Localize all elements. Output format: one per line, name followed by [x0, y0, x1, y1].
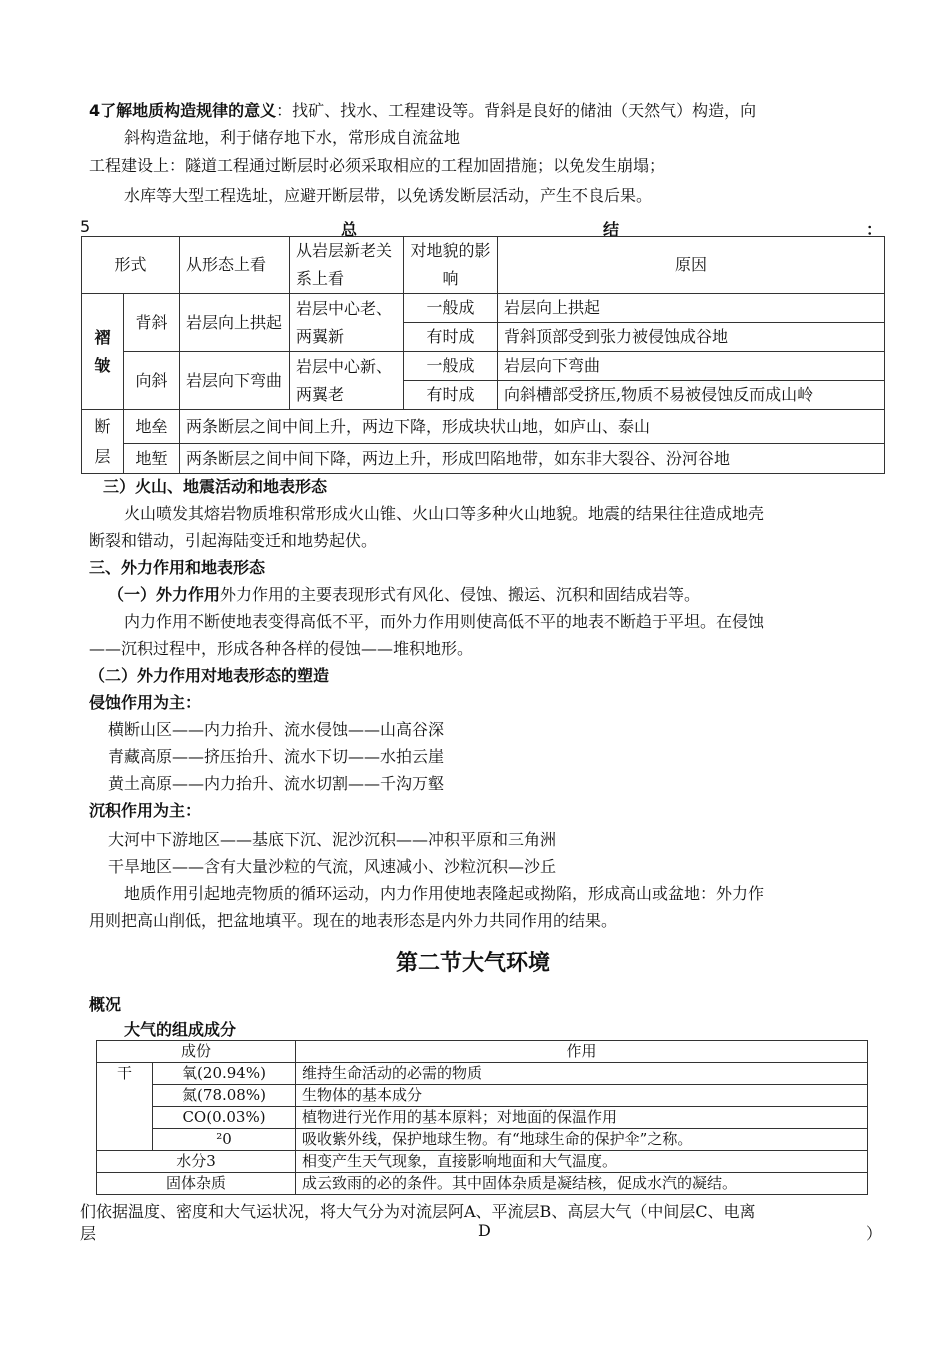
summary-char1: 总 [341, 220, 358, 239]
anticline-reason1: 岩层向上拱起 [498, 294, 885, 323]
header-effect: 对地貌的影响 [404, 237, 498, 294]
section4-line1 [89, 97, 756, 125]
table-row [97, 1129, 868, 1151]
syncline-effect2: 有时成 [404, 381, 498, 410]
table-row [82, 410, 885, 444]
syncline-age: 岩层中心新、两翼老 [290, 352, 404, 410]
syncline-reason2: 向斜槽部受挤压,物质不易被侵蚀反而成山岭 [498, 381, 885, 410]
syncline-effect1: 一般成 [404, 352, 498, 381]
horst-name: 地垒 [124, 410, 180, 444]
graben-name: 地堑 [124, 444, 180, 474]
external-p1: 内力作用不断使地表变得高低不平，而外力作用则使高低不平的地表不断趋于平坦。在侵蚀 [124, 612, 765, 631]
table-header-row [97, 1041, 868, 1063]
section4-title: 4了解地质构造规律的意义 [89, 101, 277, 120]
section2-title: 第二节大气环境 [396, 951, 551, 976]
syncline-reason1: 岩层向下弯曲 [498, 352, 885, 381]
external-p2: ——沉积过程中，形成各种各样的侵蚀——堆积地形。 [89, 639, 474, 658]
horst-desc: 两条断层之间中间上升，两边下降，形成块状山地，如庐山、泰山 [180, 410, 885, 444]
anticline-reason2: 背斜顶部受到张力被侵蚀成谷地 [498, 323, 885, 352]
external-sub1 [108, 581, 700, 609]
section4-text1: ：找矿、找水、工程建设等。背斜是良好的储油（天然气）构造，向 [276, 101, 757, 120]
table-row [82, 444, 885, 474]
component-name: ²0 [153, 1129, 296, 1151]
list-item: 青藏高原——挤压抬升、流水下切——水拍云崖 [108, 747, 445, 766]
list-item: 大河中下游地区——基底下沉、泥沙沉积——冲积平原和三角洲 [108, 830, 557, 849]
header-function: 作用 [296, 1041, 868, 1063]
anticline-shape: 岩层向上拱起 [180, 294, 290, 352]
summary-colon: ： [866, 220, 883, 239]
dry-air-label: 干 [97, 1063, 153, 1151]
table-row [97, 1107, 868, 1129]
component-use: 生物体的基本成分 [296, 1085, 868, 1107]
anticline-effect2: 有时成 [404, 323, 498, 352]
table-row [97, 1085, 868, 1107]
component-use: 植物进行光作用的基本原料；对地面的保温作用 [296, 1107, 868, 1129]
fault-label [82, 410, 124, 474]
component-use: 相变产生天气现象，直接影响地面和大气温度。 [296, 1151, 868, 1173]
component-use: 成云致雨的必的条件。其中固体杂质是凝结核，促成水汽的凝结。 [296, 1173, 868, 1195]
syncline-name: 向斜 [124, 352, 180, 410]
layers-line1: 们依据温度、密度和大气运状况，将大气分为对流层阿A、平流层B、高层大气（中间层C、电离 [80, 1202, 756, 1221]
section4-line4: 水库等大型工程选址，应避开断层带，以免诱发断层活动，产生不良后果。 [124, 186, 653, 205]
layers-line2-a: 层 [80, 1224, 97, 1243]
fault-label-char1: 断 [94, 416, 111, 436]
external-p3: 地质作用引起地壳物质的循环运动，内力作用使地表隆起或拗陷，形成高山或盆地：外力作 [124, 884, 765, 903]
fault-label-char2: 层 [94, 446, 111, 466]
syncline-shape: 岩层向下弯曲 [180, 352, 290, 410]
component-name: 固体杂质 [97, 1173, 296, 1195]
header-reason: 原因 [498, 237, 885, 294]
table-header-row [82, 237, 885, 294]
anticline-age: 岩层中心老、两翼新 [290, 294, 404, 352]
table-row [82, 294, 885, 323]
list-item: 横断山区——内力抬升、流水侵蚀——山高谷深 [108, 720, 445, 739]
component-name: CO(0.03%) [153, 1107, 296, 1129]
layers-line2-b: D [478, 1221, 491, 1240]
graben-desc: 两条断层之间中间下降，两边上升，形成凹陷地带，如东非大裂谷、汾河谷地 [180, 444, 885, 474]
component-name: 水分3 [97, 1151, 296, 1173]
atmosphere-composition-table [96, 1040, 868, 1195]
fold-label: 褶皱 [82, 294, 124, 410]
list-item: 干旱地区——含有大量沙粒的气流，风速减小、沙粒沉积—沙丘 [108, 857, 557, 876]
anticline-effect1: 一般成 [404, 294, 498, 323]
table-row [97, 1063, 868, 1085]
volcano-title: 三）火山、地震活动和地表形态 [103, 477, 328, 496]
table-row [97, 1151, 868, 1173]
structure-summary-table [81, 236, 885, 474]
external-sub2-title: （二）外力作用对地表形态的塑造 [89, 666, 330, 685]
overview-label: 概况 [89, 995, 122, 1014]
anticline-name: 背斜 [124, 294, 180, 352]
component-use: 维持生命活动的必需的物质 [296, 1063, 868, 1085]
external-title: 三、外力作用和地表形态 [89, 558, 266, 577]
section4-line2: 斜构造盆地，利于储存地下水，常形成自流盆地 [124, 128, 461, 147]
section4-line3: 工程建设上：隧道工程通过断层时必须采取相应的工程加固措施；以免发生崩塌； [89, 156, 666, 175]
external-sub1-title: （一）外力作用 [108, 585, 221, 604]
table-row [97, 1173, 868, 1195]
deposit-title: 沉积作用为主： [89, 801, 202, 820]
volcano-line2: 断裂和错动，引起海陆变迁和地势起伏。 [89, 531, 378, 550]
summary-char2: 结 [603, 220, 620, 239]
external-p4: 用则把高山削低，把盆地填平。现在的地表形态是内外力共同作用的结果。 [89, 911, 618, 930]
component-name: 氧(20.94%) [153, 1063, 296, 1085]
summary-num: 5 [80, 217, 91, 236]
volcano-line1: 火山喷发其熔岩物质堆积常形成火山锥、火山口等多种火山地貌。地震的结果往往造成地壳 [124, 504, 765, 523]
header-shape: 从形态上看 [180, 237, 290, 294]
list-item: 黄土高原——内力抬升、流水切割——千沟万壑 [108, 774, 445, 793]
component-use: 吸收紫外线，保护地球生物。有“地球生命的保护伞”之称。 [296, 1129, 868, 1151]
header-age: 从岩层新老关系上看 [290, 237, 404, 294]
component-name: 氮(78.08%) [153, 1085, 296, 1107]
layers-line2-c: ） [866, 1224, 883, 1243]
composition-title: 大气的组成成分 [124, 1020, 237, 1039]
external-sub1-text: 外力作用的主要表现形式有风化、侵蚀、搬运、沉积和固结成岩等。 [220, 585, 701, 604]
header-form: 形式 [82, 237, 180, 294]
table-row [82, 352, 885, 381]
erosion-title: 侵蚀作用为主： [89, 693, 202, 712]
header-component: 成份 [97, 1041, 296, 1063]
